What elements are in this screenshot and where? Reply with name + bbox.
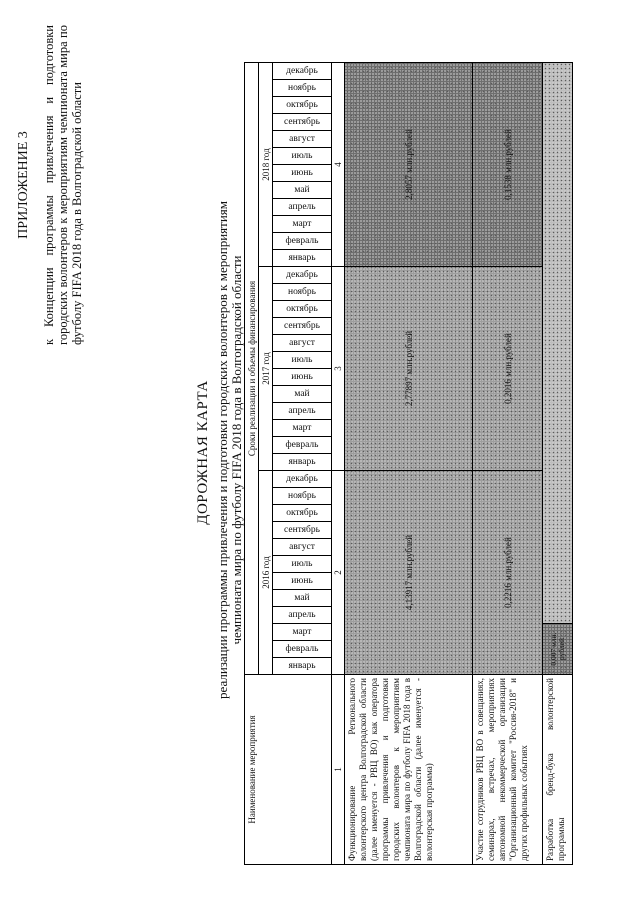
month-label: октябрь [286,304,318,314]
month-label: январь [288,253,316,263]
month-label: май [294,389,310,399]
month-label: июль [291,355,313,365]
year-2018: 2018 год [259,63,273,267]
month-header [273,318,332,335]
month-header [273,216,332,233]
month-header [273,63,332,80]
month-header [273,284,332,301]
month-label: март [292,423,312,433]
month-header [273,250,332,267]
month-label: октябрь [286,508,318,518]
month-header [273,454,332,471]
month-header [273,267,332,284]
month-label: июль [291,151,313,161]
month-header [273,420,332,437]
month-label: декабрь [286,66,318,76]
amount-cell: 2,8057 млн.рублей [345,63,473,267]
col-number: 4 [332,63,345,267]
month-label: апрель [288,610,316,620]
month-header [273,522,332,539]
appendix-heading: ПРИЛОЖЕНИЕ 3 [16,131,31,239]
month-label: январь [288,457,316,467]
amount-cell: 4,13917 млн.рублей [345,471,473,675]
month-label: июнь [291,168,313,178]
col-number: 3 [332,267,345,471]
month-label: сентябрь [284,321,320,331]
month-header [273,114,332,131]
amount-cell: 0,007 млн. рублей [543,624,573,675]
table-row [473,63,543,865]
month-label: ноябрь [288,491,316,501]
month-header [273,352,332,369]
month-label: апрель [288,202,316,212]
month-header [273,437,332,454]
month-label: март [292,219,312,229]
amount-cell: 0,2016 млн.рублей [473,267,543,471]
month-header [273,471,332,488]
month-header [273,590,332,607]
month-label: март [292,627,312,637]
amount-cell: 0,2216 млн.рублей [473,471,543,675]
month-header [273,658,332,675]
month-label: август [289,338,315,348]
year-2016: 2016 год [259,471,273,675]
month-header [273,573,332,590]
month-header [273,539,332,556]
month-header [273,624,332,641]
month-header [273,199,332,216]
roadmap-table [244,62,573,865]
month-header [273,182,332,199]
month-label: май [294,593,310,603]
month-label: февраль [285,236,319,246]
month-header [273,556,332,573]
month-header [273,148,332,165]
year-2017: 2017 год [259,267,273,471]
month-label: июль [291,559,313,569]
col-number: 1 [332,675,345,865]
month-label: январь [288,661,316,671]
month-label: июнь [291,372,313,382]
month-label: сентябрь [284,117,320,127]
empty-cell [543,63,573,624]
document-title: ДОРОЖНАЯ КАРТА [195,380,211,525]
month-header [273,165,332,182]
month-header [273,607,332,624]
month-header [273,233,332,250]
row-name: Разработка бренд-бука волонтерской программы [543,675,573,865]
col-number: 2 [332,471,345,675]
month-label: апрель [288,406,316,416]
appendix-subheading: к Концепции программы привлечения и подготовки городских волонтеров к мероприятиям чемпионата мира по футболу FIFA 2018 года в Волгоградской области [42,25,84,345]
month-label: ноябрь [288,83,316,93]
row-name: Функционирование Регионального волонтерского центра Волгоградской области (далее именуется - РВЦ ВО) как оператора программы привлечения и подготовки городских волонтеров к мероприятиям чемпионата мира по футболу FIFA 2018 года в Волгоградской области (далее именуется - волонтерская программа) [345,675,473,865]
appendix-block [16,25,84,345]
month-header [273,131,332,148]
month-header [273,97,332,114]
month-header [273,488,332,505]
schedule-header: Сроки реализации и объемы финансирования [245,63,259,675]
month-label: декабрь [286,474,318,484]
month-label: февраль [285,644,319,654]
month-label: сентябрь [284,525,320,535]
month-label: октябрь [286,100,318,110]
month-header [273,80,332,97]
amount-cell: 0,1538 млн.рублей [473,63,543,267]
amount-cell: 2,77897 млн.рублей [345,267,473,471]
table-row [543,63,573,865]
month-header [273,369,332,386]
row-name: Участие сотрудников РВЦ ВО в совещаниях, семинарах, встречах, мероприятиях автономной некоммерческой организации "Организационный комитет "Россия-2018" и других профильных событиях [473,675,543,865]
table-row [345,63,473,865]
month-label: август [289,542,315,552]
month-header [273,335,332,352]
month-label: август [289,134,315,144]
document-subtitle: реализации программы привлечения и подготовки городских волонтеров к мероприятиям чемпионата мира по футболу FIFA 2018 года в Волгоградской области [215,201,244,699]
month-label: февраль [285,440,319,450]
month-label: ноябрь [288,287,316,297]
month-header [273,301,332,318]
month-label: июнь [291,576,313,586]
month-header [273,403,332,420]
month-header [273,505,332,522]
month-label: май [294,185,310,195]
month-header [273,641,332,658]
month-header [273,386,332,403]
month-label: декабрь [286,270,318,280]
col-name-header: Наименование мероприятия [245,675,332,865]
